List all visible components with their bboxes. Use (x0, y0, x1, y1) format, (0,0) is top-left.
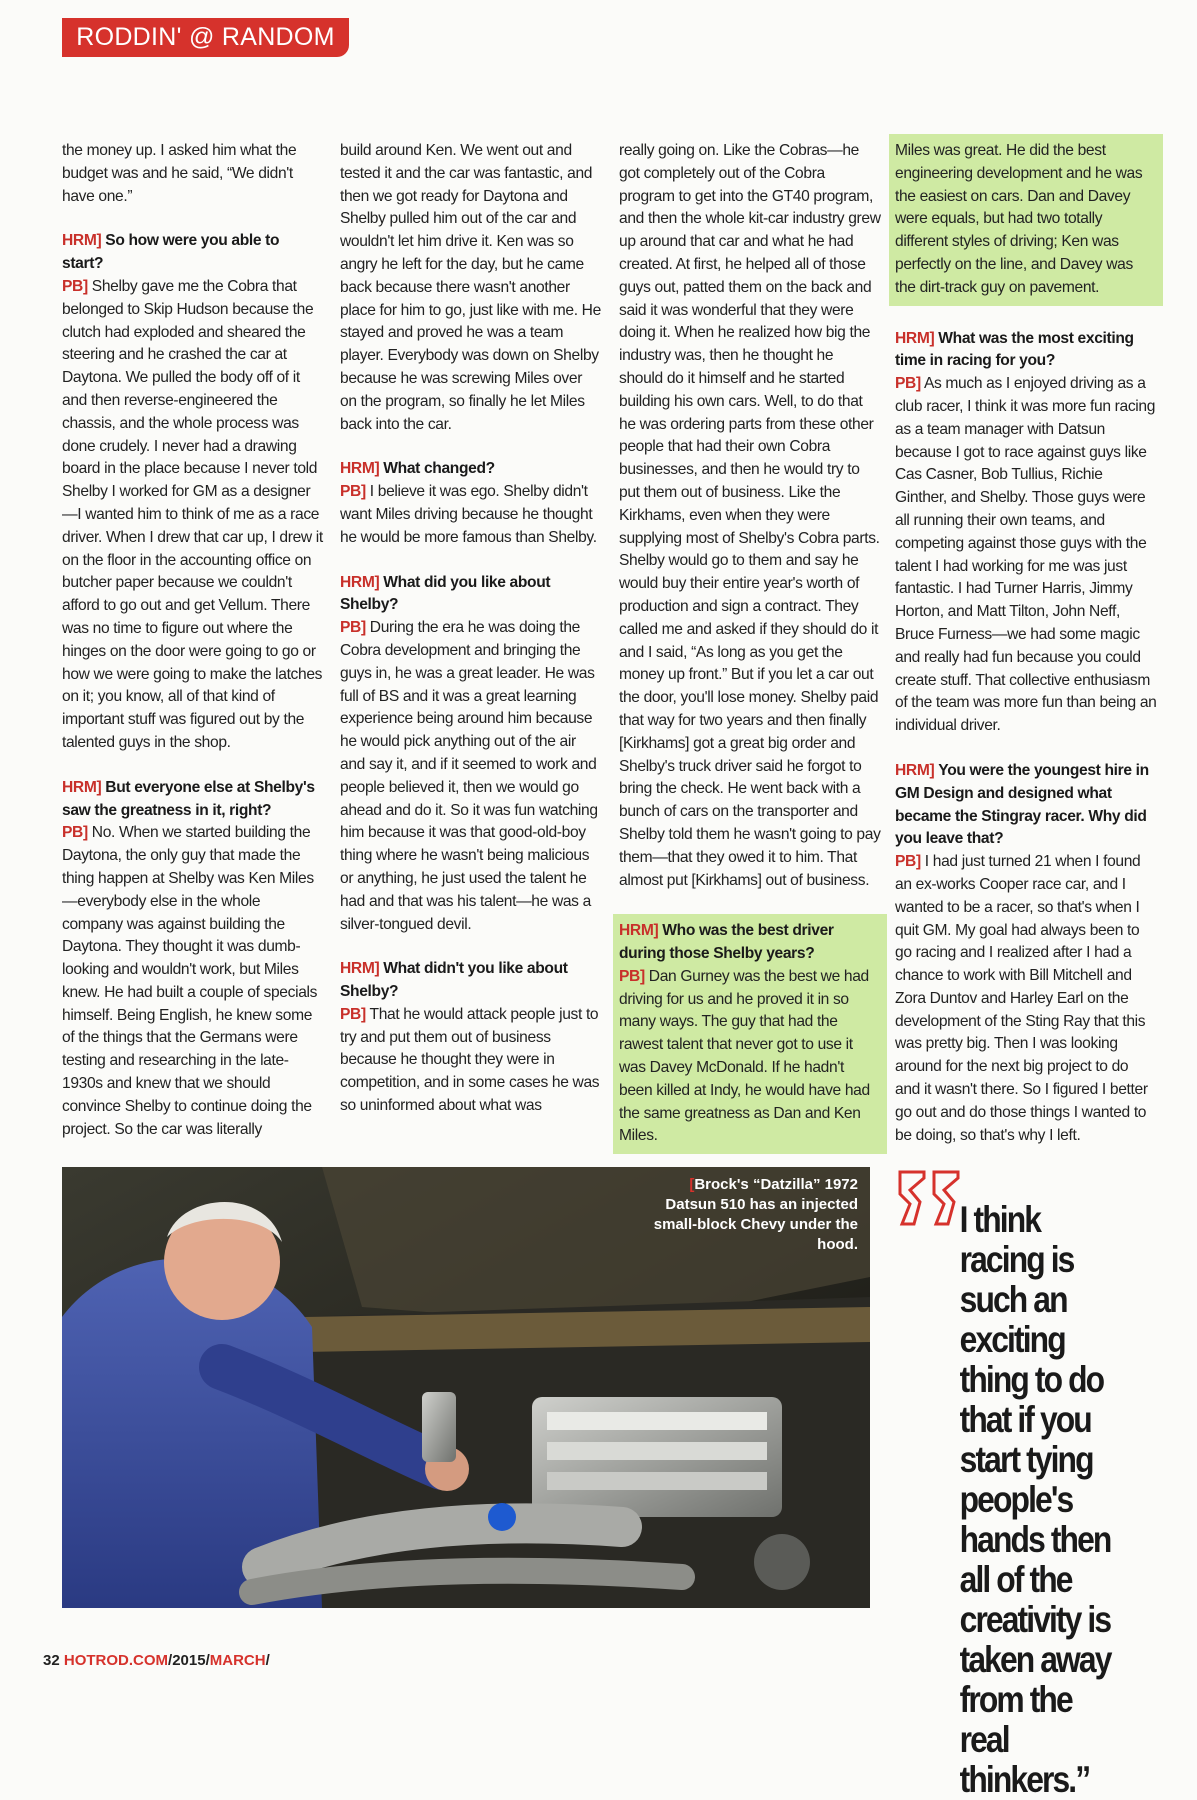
paragraph: build around Ken. We went out and tested it and the car was fantastic, and then we got ready for Daytona and Shelby pulled him out of the car and wouldn't let him drive it. Ken was so angry he left for the day, but he came back because there wasn't another place for him to go, just like with me. He stayed and proved he was a team player. Everybody was down on Shelby because he was screwing Miles over on the program, so finally he let Miles back into the car. (340, 142, 601, 433)
page-footer (43, 1652, 270, 1669)
answer: PB] No. When we started building the Daytona, the only guy that made the thing happen at Shelby was Ken Miles—everybody else in the whole company was against building the Daytona. They thought it was dumb-looking and wouldn't work, but Miles knew. He had built a couple of specials himself. Being English, he knew some of the things that the Germans were testing and researching in the late-1930s and knew that we should convince Shelby to continue doing the project. So the car was literally (62, 824, 318, 1138)
highlight-box (613, 914, 887, 1154)
footer-month: MARCH (209, 1652, 266, 1669)
footer-trail: / (265, 1652, 270, 1669)
question: HRM] What changed? (340, 460, 495, 478)
answer: PB] During the era he was doing the Cobra development and bringing the guys in, he was a great leader. He was full of BS and it was a great learning experience being around him because he would pick anything out of the air and say it, and if it seemed to work and people believed it, then we would go ahead and do it. So it was fun watching him because it was that good-old-boy thing where he wasn't being malicious or anything, he just used the talent he had and that was his talent—he was a silver-tongued devil. (340, 619, 598, 933)
question: HRM] But everyone else at Shelby's saw the greatness in it, right? (62, 778, 315, 819)
engine-bay-photo (62, 1167, 870, 1608)
answer: PB] I believe it was ego. Shelby didn't want Miles driving because he thought he would be more famous than Shelby. (340, 483, 597, 546)
paragraph: really going on. Like the Cobras—he got completely out of the Cobra program to get into the GT40 program, and then the whole kit-car industry grew up around that car and what he had created. At first, he helped all of those guys out, patted them on the back and said it was wonderful that they were doing it. When he realized how big the industry was, then he thought he should do it himself and he started building his own cars. Well, to do that he was ordering parts from these other people that had their own Cobra businesses, and then he would try to put them out of business. Like the Kirkhams, even when they were supplying most of Shelby's Cobra parts. Shelby would go to them and say he would buy their entire year's worth of production and sign a contract. They called me and asked if they should do it and I said, “As long as you get the money up front.” But if you let a car out the door, you'll lose money. Shelby paid that way for two years and then finally [Kirkhams] got a great big order and Shelby's truck driver said he forgot to bring the check. He went back with a bunch of cars on the transporter and Shelby told them he wasn't going to pay them—that they owed it to him. That almost put [Kirkhams] out of business. (619, 142, 881, 889)
answer: PB] Shelby gave me the Cobra that belonged to Skip Hudson because the clutch had exploded and sheared the steering and he crashed the car at Daytona. We pulled the body off of it and then reverse-engineered the chassis, and the whole process was done crudely. I never had a drawing board in the place because I never told Shelby I worked for GM as a designer—I wanted him to think of me as a race driver. When I drew that car up, I drew it on the floor in the accounting office on butcher paper because we couldn't afford to go out and get Vellum. There was no time to figure out where the hinges on the door were going to go or how we were going to make the latches on it; you know, all of that kind of important stuff was figured out by the talented guys in the shop. (62, 277, 323, 751)
highlight-box: Miles was great. He did the best engineering development and he was the easiest on cars. Dan and Davey were equals, but had two totally different styles of driving; Ken was perfectly on the line, and Davey was the dirt-track guy on pavement. (889, 134, 1163, 306)
photo-caption: [Brock's “Datzilla” 1972 Datsun 510 has an injected small-block Chevy under the hood. (653, 1176, 858, 1253)
question: HRM] You were the youngest hire in GM Design and designed what became the Stingray racer. Why did you leave that? (895, 761, 1149, 848)
paragraph: the money up. I asked him what the budget was and he said, “We didn't have one.” (62, 142, 297, 205)
question: HRM] What didn't you like about Shelby? (340, 960, 568, 1001)
answer: PB] I had just turned 21 when I found an ex-works Cooper race car, and I wanted to be a racer, so that's when I quit GM. My goal had always been to go racing and I realized after I had a chance to work with Bill Mitchell and Zora Duntov and Harley Earl on the development of the Sting Ray that this was pretty big. Then I was looking around for the next big project to do and it wasn't there. So I figured I better go out and do those things I wanted to be doing, so that's why I left. (895, 853, 1148, 1144)
question: HRM] What did you like about Shelby? (340, 573, 551, 614)
article-column-4 (895, 140, 1157, 1147)
footer-year: /2015/ (168, 1652, 210, 1669)
article-column-3 (619, 140, 881, 1154)
question: HRM] Who was the best driver during those Shelby years? (619, 922, 834, 963)
answer: PB] Dan Gurney was the best we had driving for us and he proved it in so many ways. The guy that had the rawest talent that never got to use it was Davey McDonald. If he hadn't been killed at Indy, he would have had the same greatness as Dan and Ken Miles. (619, 967, 870, 1145)
pull-quote: I think racing is such an exciting thing to do that if you start tying people's hands then all of the creativity is taken away from the real thinkers.” (959, 1199, 1111, 1800)
answer: PB] That he would attack people just to try and put them out of business because he thought they were in competition, and in some cases he was so uninformed about what was (340, 1005, 600, 1115)
answer: PB] As much as I enjoyed driving as a club racer, I think it was more fun racing as a team manager with Datsun because I got to race against guys like Cas Casner, Bob Tullius, Richie Ginther, and Shelby. Those guys were all running their own teams, and competing against those guys with the talent I had working for me was just fantastic. I had Turner Harris, Jimmy Horton, and Matt Tilton, John Neff, Bruce Furness—we had some magic and really had fun because you could create stuff. That collective enthusiasm of the team was more fun than being an individual driver. (895, 375, 1157, 735)
section-title: RODDIN' @ RANDOM (62, 18, 349, 57)
question: HRM] What was the most exciting time in racing for you? (895, 329, 1134, 370)
question: HRM] So how were you able to start? (62, 232, 280, 273)
page-number: 32 (43, 1652, 60, 1669)
article-column-2 (340, 140, 602, 1118)
footer-site: HOTROD.COM (63, 1652, 169, 1669)
article-column-1 (62, 140, 324, 1141)
